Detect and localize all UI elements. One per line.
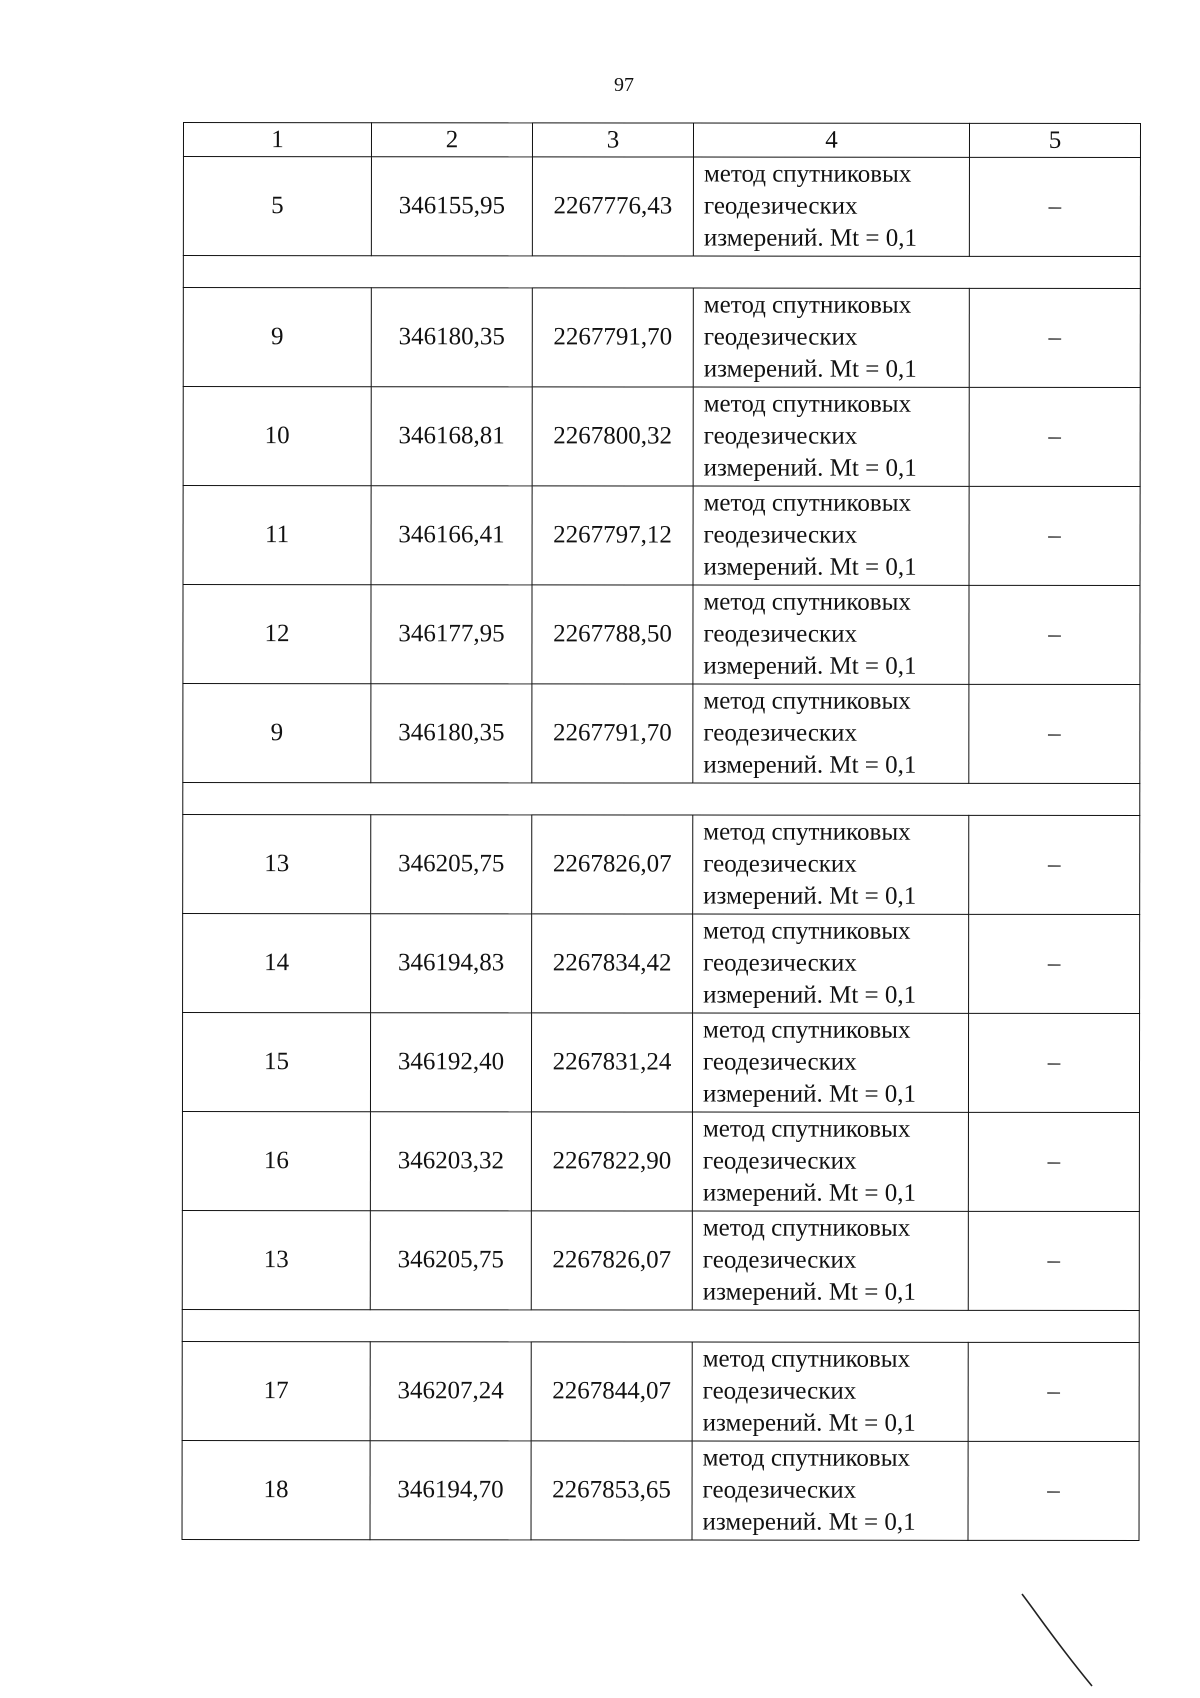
y-coordinate-cell: 2267844,07	[531, 1342, 692, 1441]
method-text-line: геодезических	[703, 192, 858, 220]
table-row	[183, 914, 1140, 1014]
method-text-line: измерений. Mt = 0,1	[703, 981, 917, 1009]
x-coordinate-cell: 346205,75	[371, 815, 532, 914]
separator-cell	[183, 256, 1140, 289]
method-text-line: измерений. Mt = 0,1	[702, 1508, 916, 1536]
x-coordinate-cell: 346194,83	[371, 914, 532, 1013]
method-text-line: измерений. Mt = 0,1	[702, 1179, 916, 1207]
table-row	[182, 1013, 1139, 1113]
method-cell	[693, 288, 969, 387]
contour-separator-row	[182, 1309, 1139, 1342]
y-coordinate-cell: 2267826,07	[531, 1211, 692, 1310]
y-coordinate-cell: 2267791,70	[532, 684, 693, 783]
method-text-line: геодезических	[703, 850, 857, 878]
table-header-row	[183, 123, 1140, 158]
method-text-line: метод спутниковых	[702, 1444, 911, 1472]
pen-stroke-mark	[1018, 1590, 1098, 1690]
point-number-cell: 10	[183, 387, 371, 486]
method-text-line: геодезических	[702, 1246, 857, 1274]
method-text-line: метод спутниковых	[703, 489, 912, 517]
table-row	[183, 486, 1140, 586]
method-cell	[692, 1112, 968, 1211]
method-cell	[693, 486, 969, 585]
method-text-line: геодезических	[702, 1377, 857, 1405]
y-coordinate-cell: 2267826,07	[532, 815, 693, 914]
method-text-line: геодезических	[703, 521, 858, 549]
method-text-line: геодезических	[703, 719, 857, 747]
column-header: 3	[532, 123, 693, 157]
y-coordinate-cell: 2267791,70	[532, 288, 693, 387]
method-text-line: измерений. Mt = 0,1	[702, 1409, 916, 1437]
method-text-line: измерений. Mt = 0,1	[703, 652, 917, 680]
separator-cell	[182, 1309, 1139, 1342]
table-row	[182, 1210, 1139, 1310]
method-text-line: измерений. Mt = 0,1	[703, 553, 917, 581]
table-row	[183, 585, 1140, 685]
method-cell	[693, 815, 969, 914]
point-number-cell: 13	[182, 1210, 370, 1309]
method-text-line: геодезических	[703, 1048, 857, 1076]
method-cell	[693, 157, 969, 256]
method-text-line: геодезических	[703, 620, 858, 648]
y-coordinate-cell: 2267788,50	[532, 585, 693, 684]
y-coordinate-cell: 2267800,32	[532, 387, 693, 486]
y-coordinate-cell: 2267776,43	[532, 157, 693, 256]
method-cell	[693, 684, 969, 783]
note-cell: –	[968, 1441, 1139, 1540]
note-cell: –	[968, 1112, 1139, 1211]
method-text-line: измерений. Mt = 0,1	[702, 1080, 917, 1108]
note-cell: –	[968, 1342, 1139, 1441]
method-text-line: геодезических	[703, 323, 858, 351]
column-header: 2	[371, 123, 532, 157]
method-text-line: измерений. Mt = 0,1	[703, 355, 917, 383]
note-cell: –	[969, 585, 1140, 684]
column-header: 1	[183, 123, 371, 157]
method-text-line: геодезических	[702, 1147, 857, 1175]
method-text-line: метод спутниковых	[703, 687, 911, 715]
method-text-line: метод спутниковых	[703, 390, 912, 418]
table-row	[183, 815, 1140, 915]
method-text-line: измерений. Mt = 0,1	[703, 882, 917, 910]
method-cell	[693, 585, 969, 684]
x-coordinate-cell: 346177,95	[371, 585, 532, 684]
point-number-cell: 13	[183, 815, 371, 914]
table-row	[183, 288, 1140, 388]
table-row	[182, 1341, 1139, 1441]
x-coordinate-cell: 346180,35	[371, 684, 532, 783]
table-row	[183, 684, 1140, 784]
note-cell: –	[969, 157, 1140, 256]
x-coordinate-cell: 346168,81	[371, 387, 532, 486]
page-number: 97	[614, 74, 634, 96]
note-cell: –	[969, 914, 1140, 1013]
x-coordinate-cell: 346203,32	[370, 1112, 531, 1211]
point-number-cell: 9	[183, 288, 371, 387]
point-number-cell: 17	[182, 1341, 370, 1440]
method-cell	[693, 387, 969, 486]
point-number-cell: 16	[182, 1112, 370, 1211]
y-coordinate-cell: 2267831,24	[531, 1013, 692, 1112]
note-cell: –	[969, 486, 1140, 585]
separator-cell	[183, 783, 1140, 816]
method-text-line: метод спутниковых	[703, 917, 911, 945]
note-cell: –	[968, 1211, 1139, 1310]
method-text-line: метод спутниковых	[703, 1016, 911, 1044]
method-cell	[692, 1013, 968, 1112]
note-cell: –	[969, 387, 1140, 486]
x-coordinate-cell: 346194,70	[370, 1441, 531, 1540]
y-coordinate-cell: 2267834,42	[532, 914, 693, 1013]
method-text-line: геодезических	[703, 949, 857, 977]
table-body	[182, 123, 1140, 1541]
method-text-line: измерений. Mt = 0,1	[703, 454, 917, 482]
x-coordinate-cell: 346207,24	[370, 1342, 531, 1441]
note-cell: –	[968, 1013, 1139, 1112]
method-text-line: метод спутниковых	[703, 291, 912, 319]
x-coordinate-cell: 346192,40	[370, 1013, 531, 1112]
x-coordinate-cell: 346166,41	[371, 486, 532, 585]
method-text-line: метод спутниковых	[702, 1115, 911, 1143]
x-coordinate-cell: 346180,35	[371, 288, 532, 387]
y-coordinate-cell: 2267822,90	[531, 1112, 692, 1211]
method-text-line: метод спутниковых	[703, 818, 911, 846]
method-text-line: метод спутниковых	[702, 1345, 911, 1373]
method-text-line: измерений. Mt = 0,1	[703, 751, 917, 779]
point-number-cell: 14	[183, 914, 371, 1013]
contour-separator-row	[183, 783, 1140, 816]
x-coordinate-cell: 346205,75	[370, 1211, 531, 1310]
method-text-line: измерений. Mt = 0,1	[703, 224, 917, 252]
point-number-cell: 5	[183, 157, 371, 256]
note-cell: –	[969, 815, 1140, 914]
method-text-line: геодезических	[703, 422, 858, 450]
point-number-cell: 11	[183, 486, 371, 585]
note-cell: –	[969, 684, 1140, 783]
point-number-cell: 18	[182, 1440, 370, 1539]
coordinates-table	[182, 122, 1141, 1541]
point-number-cell: 15	[182, 1013, 370, 1112]
point-number-cell: 12	[183, 585, 371, 684]
table-row	[183, 157, 1140, 257]
method-cell	[693, 914, 969, 1013]
table-row	[182, 1440, 1139, 1540]
method-cell	[692, 1441, 968, 1540]
table-row	[182, 1112, 1139, 1212]
column-header: 5	[969, 123, 1140, 157]
method-text-line: измерений. Mt = 0,1	[702, 1278, 916, 1306]
method-cell	[692, 1342, 968, 1441]
y-coordinate-cell: 2267853,65	[531, 1441, 692, 1540]
method-cell	[692, 1211, 968, 1310]
note-cell: –	[969, 288, 1140, 387]
method-text-line: метод спутниковых	[703, 160, 912, 188]
column-header: 4	[693, 123, 969, 157]
method-text-line: геодезических	[702, 1476, 857, 1504]
point-number-cell: 9	[183, 684, 371, 783]
x-coordinate-cell: 346155,95	[371, 157, 532, 256]
method-text-line: метод спутниковых	[702, 1214, 911, 1242]
table-row	[183, 387, 1140, 487]
y-coordinate-cell: 2267797,12	[532, 486, 693, 585]
contour-separator-row	[183, 256, 1140, 289]
method-text-line: метод спутниковых	[703, 588, 911, 616]
